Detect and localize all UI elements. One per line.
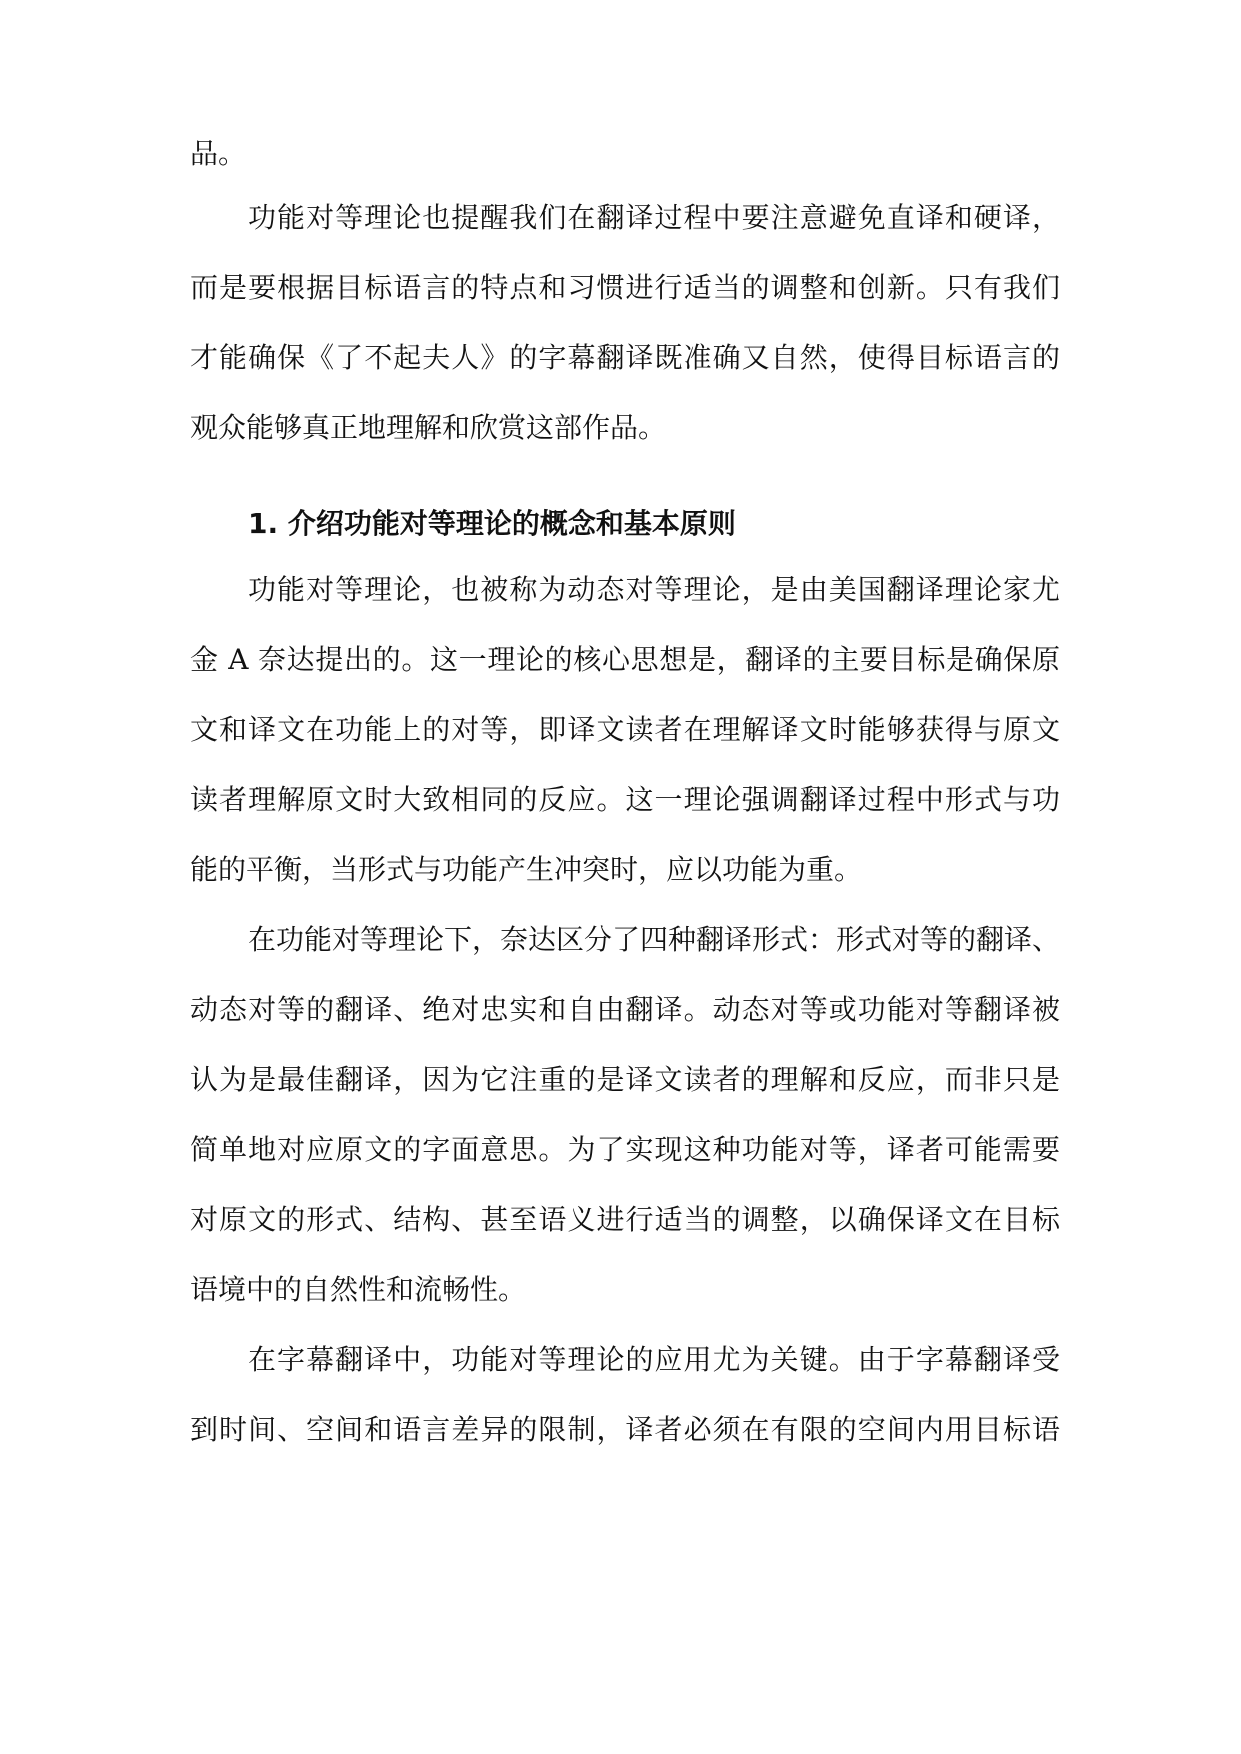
paragraph-line: 语境中的自然性和流畅性。 bbox=[190, 1273, 527, 1306]
paragraph-line: 对原文的形式、结构、甚至语义进行适当的调整，以确保译文在目标 bbox=[190, 1203, 1060, 1236]
paragraph-line: 金 A 奈达提出的。这一理论的核心思想是，翻译的主要目标是确保原 bbox=[190, 643, 1060, 676]
paragraph-line: 能的平衡，当形式与功能产生冲突时，应以功能为重。 bbox=[190, 853, 863, 886]
paragraph-line: 文和译文在功能上的对等，即译文读者在理解译文时能够获得与原文 bbox=[190, 713, 1060, 746]
paragraph-line: 在功能对等理论下，奈达区分了四种翻译形式：形式对等的翻译、 bbox=[248, 923, 1061, 956]
paragraph-line: 功能对等理论，也被称为动态对等理论，是由美国翻译理论家尤 bbox=[248, 573, 1060, 606]
paragraph-line: 认为是最佳翻译，因为它注重的是译文读者的理解和反应，而非只是 bbox=[190, 1063, 1060, 1096]
paragraph-line: 才能确保《了不起夫人》的字幕翻译既准确又自然，使得目标语言的 bbox=[190, 341, 1060, 374]
paragraph-line: 而是要根据目标语言的特点和习惯进行适当的调整和创新。只有我们 bbox=[190, 271, 1060, 304]
paragraph-line: 简单地对应原文的字面意思。为了实现这种功能对等，译者可能需要 bbox=[190, 1133, 1060, 1166]
paragraph-line: 观众能够真正地理解和欣赏这部作品。 bbox=[190, 411, 667, 444]
paragraph-line: 品。 bbox=[190, 137, 247, 170]
section-heading: 1. 介绍功能对等理论的概念和基本原则 bbox=[248, 507, 736, 540]
paragraph-line: 读者理解原文时大致相同的反应。这一理论强调翻译过程中形式与功 bbox=[190, 783, 1060, 816]
paragraph-line: 功能对等理论也提醒我们在翻译过程中要注意避免直译和硬译， bbox=[248, 201, 1060, 234]
paragraph-line: 在字幕翻译中，功能对等理论的应用尤为关键。由于字幕翻译受 bbox=[248, 1343, 1060, 1376]
paragraph-line: 到时间、空间和语言差异的限制，译者必须在有限的空间内用目标语 bbox=[190, 1413, 1060, 1446]
paragraph-line: 动态对等的翻译、绝对忠实和自由翻译。动态对等或功能对等翻译被 bbox=[190, 993, 1060, 1026]
